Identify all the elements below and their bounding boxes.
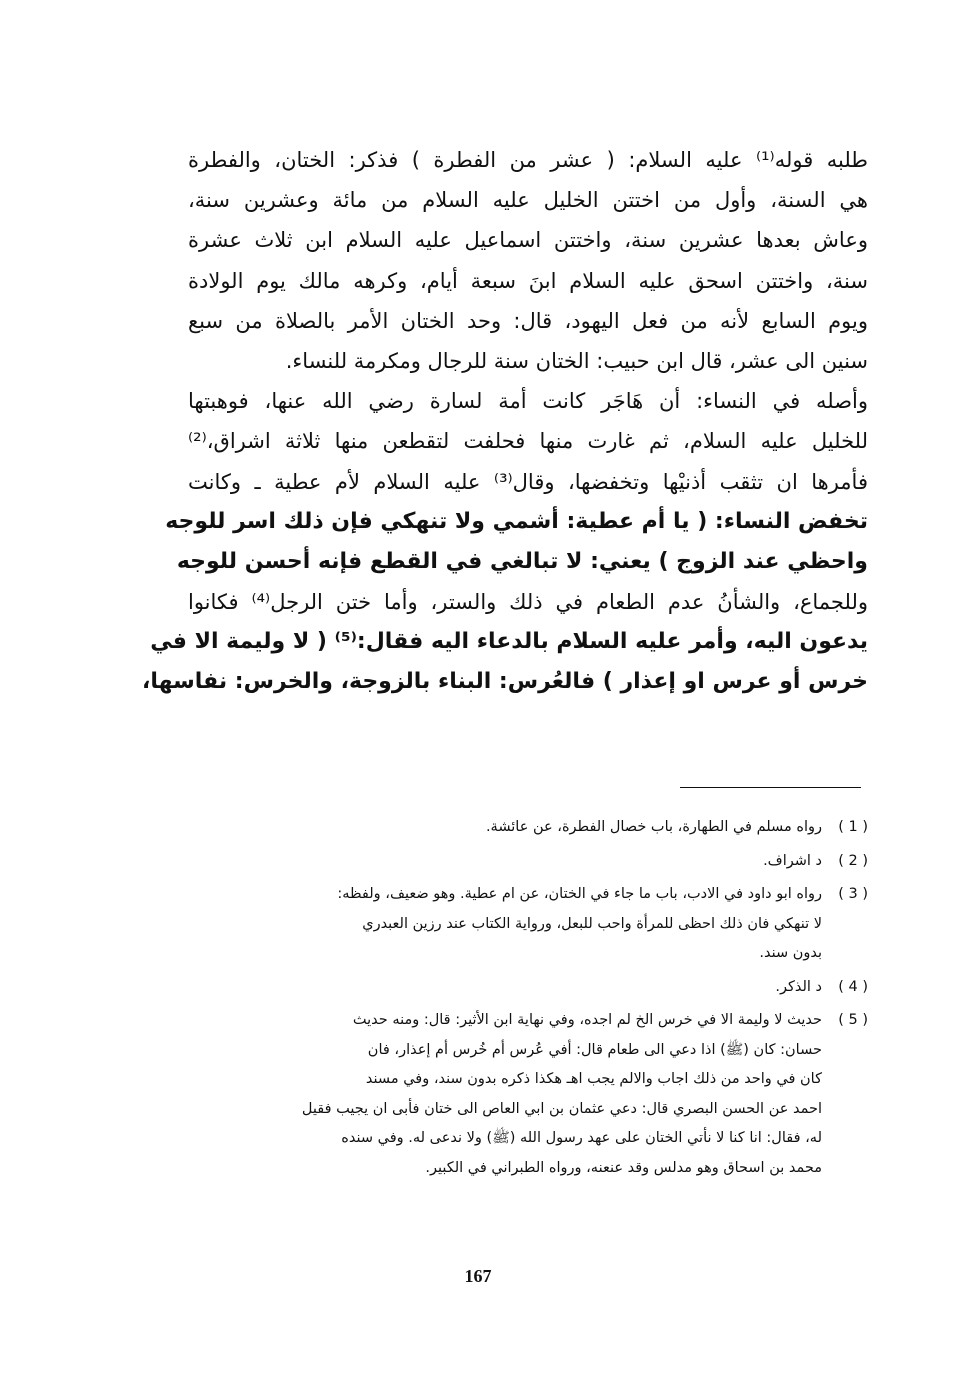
footnote-line: بدون سند. [759,945,822,961]
main-text-line: وأصله في النساء: أن هَاجَر كانت أمة لسارة رضي الله عنها، فوهبتها [188,389,868,414]
main-text-line: تخفض النساء: ( يا أم عطية: أشمي ولا تنهكي فإن ذلك اسر للوجه [165,508,868,534]
footnote-number: ( 4 ) [838,978,868,995]
main-text-line: واحظي عند الزوج ) يعني: لا تبالغي في القطع فإنه أحسن للوجه [176,548,868,574]
footnote-number: ( 3 ) [838,886,868,902]
footnote-5 [200,1006,868,1183]
main-text-line: سنة، واختتن اسحق عليه السلام ابنَ سبعة أيام، وكرهه مالك يوم الولادة [188,268,868,293]
footnote-text [200,1006,822,1183]
footnote-line: احمد عن الحسن البصري قال: دعي عثمان بن ابي العاص الى ختان فأبى ان يجيب فقيل [301,1100,822,1117]
footnote-text [200,847,822,877]
footnote-line: حديث لا وليمة الا في خرس الخ لم اجده، وفي نهاية ابن الأثير: قال: ومنه حديث [352,1012,822,1028]
main-text-line: يدعون اليه، وأمر عليه السلام بالدعاء اليه فقال:⁽⁵⁾ ( لا وليمة الا في [150,629,868,655]
footnote-line: محمد بن اسحاق وهو مدلس وقد عنعنه، ورواه الطبراني في الكبير. [425,1159,822,1176]
footnote-divider [680,787,861,788]
page-number: 167 [464,1266,492,1286]
footnote-number: ( 1 ) [838,819,868,835]
main-text-line: للخليل عليه السلام، ثم غارت منها فحلفت لتقطعن منها ثلاثة اشراق،⁽²⁾ [188,429,868,454]
footnotes [200,813,868,1187]
footnote-line: د اشراف. [763,852,822,869]
footnote-text [200,813,822,843]
footnote-text [200,880,822,969]
main-text-line: هي السنة، وأول من اختتن الخليل عليه السلام من مائة وعشرين سنة، [188,188,868,213]
footnote-4 [200,973,868,1003]
footnote-1 [200,813,868,843]
footnote-3 [200,880,868,969]
footnote-line: لا تنهكي فان ذلك احظى للمرأة واحب للبعل، ورواية الكتاب عند رزين العبدري [362,915,822,932]
footnote-line: رواه مسلم في الطهارة، باب خصال الفطرة، عن عائشة. [485,819,822,835]
footnote-number: ( 5 ) [838,1012,868,1028]
footnote-line: رواه ابو داود في الادب، باب ما جاء في الختان، عن ام عطية. وهو ضعيف، ولفظه: [337,886,822,902]
main-text-line: وللجماع، والشأنُ عدم الطعام في ذلك والستر، وأما ختن الرجل⁽⁴⁾ فكانوا [188,590,868,615]
footnote-text [200,973,822,1003]
main-text-line: سنين الى عشر، قال ابن حبيب: الختان سنة للرجال ومكرمة للنساء. [285,348,868,373]
footnote-2 [200,847,868,877]
footnote-number: ( 2 ) [838,852,868,869]
footnote-line: كان في واحد من ذلك اجاب والالم يجب اهـ هكذا ذكره بدون سند، وفي مسند [365,1071,822,1087]
main-text-line: وعاش بعدها عشرين سنة، واختتن اسماعيل عليه السلام ابن ثلاث عشرة [188,228,868,253]
main-text-line: خرس أو عرس او إعذار ) فالعُرس: البناء بالزوجة، والخرس: نفاسها، [142,669,868,695]
main-text [142,140,869,703]
footnote-line: حسان: كان (ﷺ) اذا دعي الى طعام قال: أفي عُرس أم خُرس أم إعذار، فان [367,1041,822,1058]
main-text-line: ويوم السابع لأنه من فعل اليهود، قال: وحد الختان الأمر بالصلاة من سبع [188,308,868,333]
main-text-line: طلبه قوله⁽¹⁾ عليه السلام: ( عشر من الفطرة ) فذكر: الختان، والفطرة [188,148,869,172]
footnote-line: له، فقال: انا كنا لا نأتي الختان على عهد رسول الله (ﷺ) ولا ندعى له. وفي سنده [341,1130,822,1146]
main-text-line: فأمرها ان تثقب أذنيْها وتخفضها، وقال⁽³⁾ عليه السلام لأم عطية ـ وكانت [188,469,868,494]
footnote-line: د الذكر. [775,978,822,995]
